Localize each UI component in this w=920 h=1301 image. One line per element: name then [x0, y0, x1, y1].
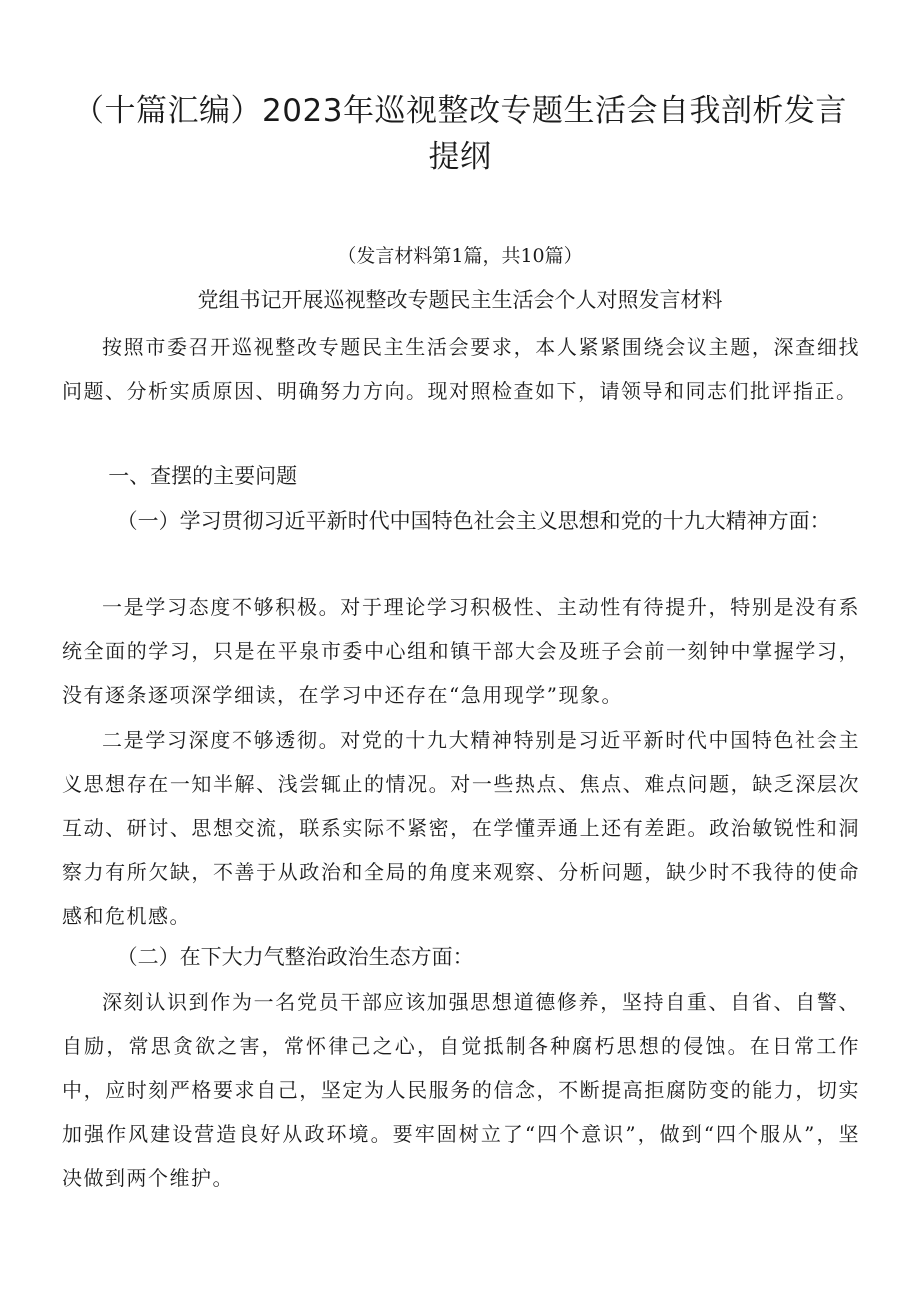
- sub-heading-study: （一）学习贯彻习近平新时代中国特色社会主义思想和党的十九大精神方面：: [116, 509, 831, 533]
- document-title: （十篇汇编）2023年巡视整改专题生活会自我剖析发言提纲: [73, 93, 847, 175]
- main-heading: 党组书记开展巡视整改专题民主生活会个人对照发言材料: [197, 288, 723, 312]
- paragraph-study-attitude: 一是学习态度不够积极。对于理论学习积极性、主动性有待提升，特别是没有系统全面的学习，只是在平泉市委中心组和镇干部大会及班子会前一刻钟中掌握学习，没有逐条逐项深学细读，在学习中还存在“急用现学”现象。: [62, 595, 860, 707]
- paragraph-political-ecology: 深刻认识到作为一名党员干部应该加强思想道德修养，坚持自重、自省、自警、自励，常思贪欲之害，常怀律己之心，自觉抵制各种腐朽思想的侵蚀。在日常工作中，应时刻严格要求自己，坚定为人民服务的信念，不断提高拒腐防变的能力，切实加强作风建设营造良好从政环境。要牢固树立了“四个意识”，做到“四个服从”，坚决做到两个维护。: [62, 990, 860, 1190]
- intro-paragraph: 按照市委召开巡视整改专题民主生活会要求，本人紧紧围绕会议主题，深查细找问题、分析实质原因、明确努力方向。现对照检查如下，请领导和同志们批评指正。: [62, 335, 860, 403]
- section-heading-problems: 一、查摆的主要问题: [108, 464, 298, 488]
- sub-heading-political-ecology: （二）在下大力气整治政治生态方面：: [116, 945, 474, 969]
- paragraph-study-depth: 二是学习深度不够透彻。对党的十九大精神特别是习近平新时代中国特色社会主义思想存在一知半解、浅尝辄止的情况。对一些热点、焦点、难点问题，缺乏深层次互动、研讨、思想交流，联系实际不紧密，在学懂弄通上还有差距。政治敏锐性和洞察力有所欠缺，不善于从政治和全局的角度来观察、分析问题，缺少时不我待的使命感和危机感。: [62, 728, 860, 928]
- document-subtitle: （发言材料第1篇，共10篇）: [337, 245, 583, 267]
